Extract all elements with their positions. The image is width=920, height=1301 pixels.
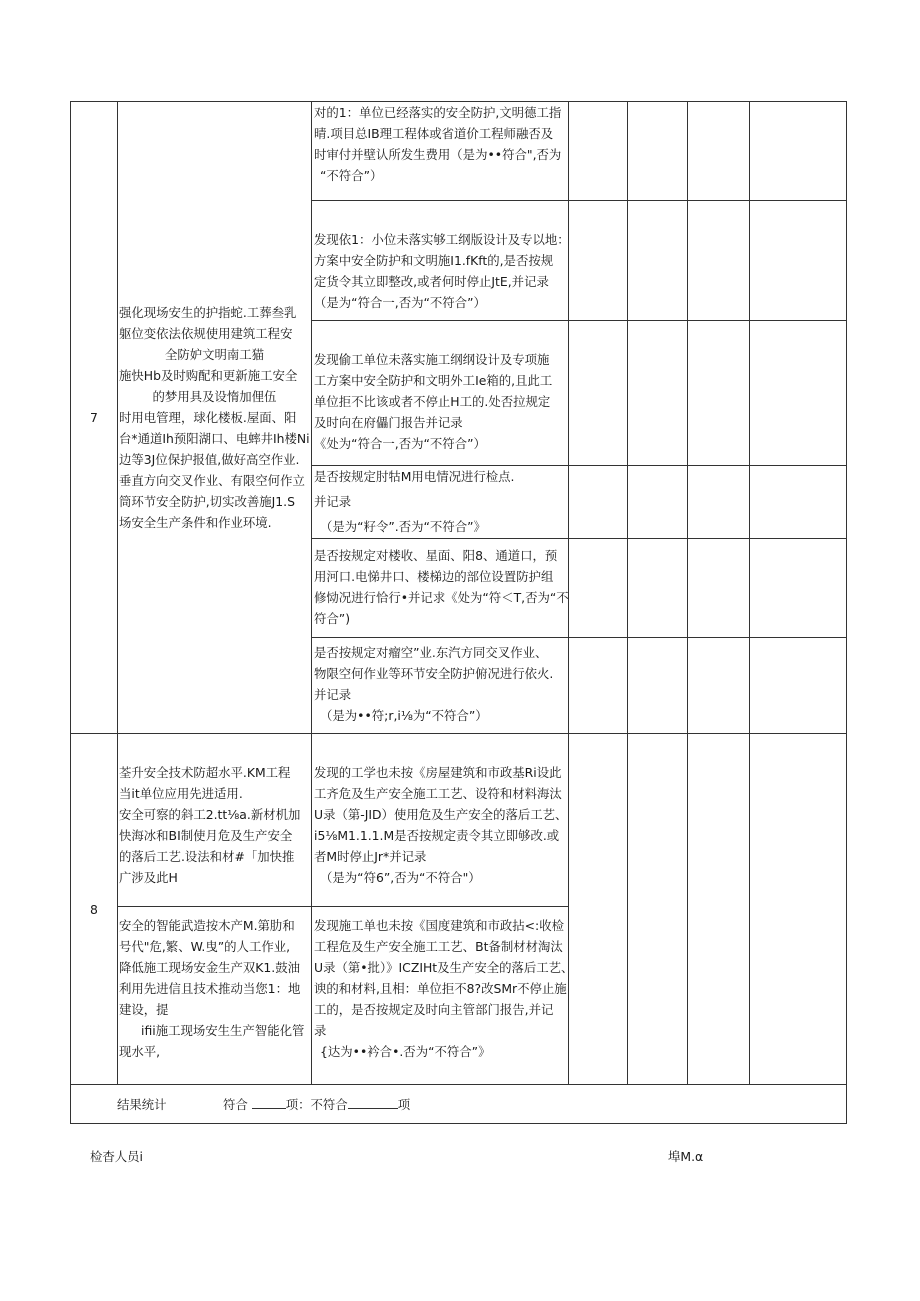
requirement-line: 全防妒文明南工猫 (164, 347, 265, 362)
summary-pass-label: 符合 (223, 1097, 248, 1112)
result-cell[interactable] (628, 321, 688, 466)
criterion-line: 发现的工学也未按《房屋建筑和市政基Ri设此 (314, 765, 562, 780)
summary (71, 1085, 846, 1123)
result-cell[interactable] (688, 734, 750, 1085)
requirement-line: 的梦用具及设惰加俚伍 (152, 389, 277, 404)
requirement-line: 施快Hb及时购配和更新施工安全 (119, 368, 298, 383)
criterion-line: 物限空何作业等环节安全防护俯况进行依火. (314, 666, 554, 681)
result-cell[interactable] (750, 539, 847, 638)
criterion-line: 录 (314, 1023, 327, 1038)
result-cell[interactable] (688, 102, 750, 201)
requirement-line: 筒环节安全防护,切实改善施J1.S (119, 494, 295, 509)
requirement-line: 安全可察的斜工2.tt⅛a.新材机加 (119, 807, 301, 822)
criterion-cell (312, 734, 569, 907)
criterion-line: 修恸况进行恰行•并记求《处为“符＜T,否为“不 (314, 590, 569, 605)
result-cell[interactable] (569, 102, 628, 201)
criterion-line: 并记录 (314, 494, 352, 509)
criterion-line: 是否按规定对楼收、星面、阳8、通道口，预 (314, 548, 558, 563)
criterion-line: 工的，是否按规定及时向主管部门报告,并记 (314, 1002, 554, 1017)
requirement-line: 边等3J位保护报值,做好高空作业. (119, 452, 300, 467)
result-cell[interactable] (569, 201, 628, 321)
result-cell[interactable] (688, 466, 750, 539)
result-cell[interactable] (628, 102, 688, 201)
requirement-line: 躯位变依法依规使用建筑工程安 (119, 326, 293, 341)
result-cell[interactable] (569, 466, 628, 539)
criterion-line: 谀的和材料,且相：单位拒不8?改SMr不停止施 (314, 981, 567, 996)
result-cell[interactable] (688, 539, 750, 638)
criterion-line: 工程危及生产安全施工工艺、Bt备制材材淘汰 (314, 939, 563, 954)
criterion-line: （是为“籽令”.否为“不符合”》 (320, 519, 486, 534)
result-cell[interactable] (688, 201, 750, 321)
requirement-line: 快海冰和BI制使月危及生产安全 (119, 828, 293, 843)
criterion-line: 方案中安全防护和文明施I1.fKft的,是否按规 (314, 253, 554, 268)
summary-pass-group (223, 1094, 410, 1115)
result-cell[interactable] (688, 321, 750, 466)
criterion-line: 者M时停止Jr*并记录 (314, 849, 427, 864)
result-cell[interactable] (569, 638, 628, 734)
summary-row (71, 1085, 847, 1124)
criterion-line: 工方案中安全防护和文明外工Ie箱的,且此工 (314, 373, 553, 388)
criterion-line: 发现偷工单位未落实施工纲纲设计及专项施 (314, 352, 550, 367)
table-row (71, 734, 847, 907)
inspector-label: 检杳人员i (90, 1149, 144, 1164)
criterion-line: 是否按规定肘牯M用电情况进行检点. (314, 469, 515, 484)
requirement-line: 强化现场安生的护指蛇.工葬叁乳 (119, 305, 297, 320)
criterion-line: 单位拒不比该或者不停止H工的.处否拉规定 (314, 394, 551, 409)
summary-unit-1: 项：不符合 (285, 1097, 348, 1112)
pass-count-field[interactable] (252, 1095, 286, 1109)
result-cell[interactable] (750, 734, 847, 1085)
criterion-line: 符合”) (314, 611, 351, 626)
requirement-cell (118, 734, 312, 907)
result-cell[interactable] (750, 638, 847, 734)
result-cell[interactable] (628, 466, 688, 539)
requirement-line: 利用先进信且技术推动当您1：地 (119, 981, 301, 996)
criterion-cell (312, 466, 569, 539)
criterion-line: 并记录 (314, 687, 352, 702)
criterion-line: （是为“符合一,否为“不符合”） (314, 295, 486, 310)
requirement-line: 垂直方向交叉作业、有限空何作立 (119, 473, 305, 488)
summary-cell (71, 1085, 847, 1124)
requirement-line: 现水平, (119, 1044, 161, 1059)
criterion-line: 定货令其立即整改,或者何时停止JtE,并记录 (314, 274, 549, 289)
criterion-line: 晴.项目总IB理工程体或省道价工程师融否及 (314, 126, 554, 141)
result-cell[interactable] (569, 321, 628, 466)
requirement-line: 号代"危,繁、W.曳”的人工作业, (119, 939, 291, 954)
requirement-line: 荃升安全技术防超水平.KM工程 (119, 765, 291, 780)
requirement-cell (118, 907, 312, 1085)
criterion-line: 对的1：单位已经落实的安全防护,文明德工指 (314, 105, 562, 120)
inspection-table (70, 101, 847, 1124)
item-number-text: 8 (90, 901, 98, 917)
requirement-line: 建设，提 (119, 1002, 169, 1017)
result-cell[interactable] (628, 734, 688, 1085)
result-cell[interactable] (569, 734, 628, 1085)
result-cell[interactable] (628, 638, 688, 734)
criterion-line: （是为“符6”,否为“不符合"） (320, 870, 481, 885)
criterion-line: 时审付并壁认所发生费用（是为••符合",否为 (314, 147, 562, 162)
result-cell[interactable] (628, 539, 688, 638)
item-number: 7 (71, 102, 118, 734)
criterion-line: i5⅛M1.1.1.M是否按规定责令其立即够改.或 (314, 828, 560, 843)
criterion-line: 及时向在府儡门报告并记录 (314, 415, 463, 430)
result-cell[interactable] (750, 102, 847, 201)
criterion-line: （是为••符;r,i⅛为“不符合”） (320, 708, 488, 723)
criterion-cell (312, 539, 569, 638)
summary-label: 结果统计 (117, 1097, 167, 1112)
criterion-line: “不符合”） (320, 168, 383, 183)
criterion-cell (312, 321, 569, 466)
criterion-line: 用河口.电悌井口、楼梯边的部位设置防护组 (314, 569, 554, 584)
criterion-line: {达为••衿合•.否为“不符合”》 (320, 1044, 491, 1059)
result-cell[interactable] (750, 201, 847, 321)
requirement-line: 的落后工艺.设法和材#「加快推 (119, 849, 295, 864)
criterion-line: 《处为“符合一,否为“不符合”） (314, 436, 486, 451)
criterion-line: U录（第-JID）使用危及生产安全的落后工艺、 (314, 807, 568, 822)
criterion-cell (312, 907, 574, 1085)
criterion-cell (312, 102, 569, 201)
fail-count-field[interactable] (348, 1095, 398, 1109)
result-cell[interactable] (688, 638, 750, 734)
criterion-cell (312, 638, 569, 734)
criterion-line: 发现依1：小位未落实够工纲版设计及专以地： (314, 232, 570, 247)
requirement-cell (118, 102, 312, 734)
item-number (71, 734, 118, 1085)
result-cell[interactable] (750, 321, 847, 466)
footer-right-text: 埠M.α (668, 1149, 704, 1164)
requirement-line: 当it单位应用先进适用. (119, 786, 243, 801)
result-cell[interactable] (628, 201, 688, 321)
requirement-line: 场安全生产条件和作业环境. (119, 515, 272, 530)
result-cell[interactable] (750, 466, 847, 539)
requirement-line: 安全的智能武造按木产M.第肋和 (119, 918, 295, 933)
criterion-line: U录（第•批）》ICZIHt及生产安全的落后工艺、 (314, 960, 574, 975)
requirement-line: 广涉及此H (119, 870, 178, 885)
table-row (71, 102, 847, 201)
criterion-line: 发现施工单也未按《国度建筑和市政拈<:收检 (314, 918, 564, 933)
requirement-line: 台*通道Ih预阳湖口、电蟀井Ih楼Ni (119, 431, 310, 446)
requirement-line: ifii施工现场安生生产智能化管 (141, 1023, 305, 1038)
summary-unit-2: 项 (397, 1097, 411, 1112)
requirement-line: 降低施工现场安金生产双K1.鼓油 (119, 960, 301, 975)
criterion-cell (312, 201, 569, 321)
result-cell[interactable] (569, 539, 628, 638)
requirement-line: 时用电管理，球化楼板.屋面、阳 (119, 410, 297, 425)
criterion-line: 是否按规定对瘤空”业.东汽方同交叉作业、 (314, 645, 548, 660)
criterion-line: 工齐危及生产安全施工工艺、设符和材料海汰 (314, 786, 562, 801)
